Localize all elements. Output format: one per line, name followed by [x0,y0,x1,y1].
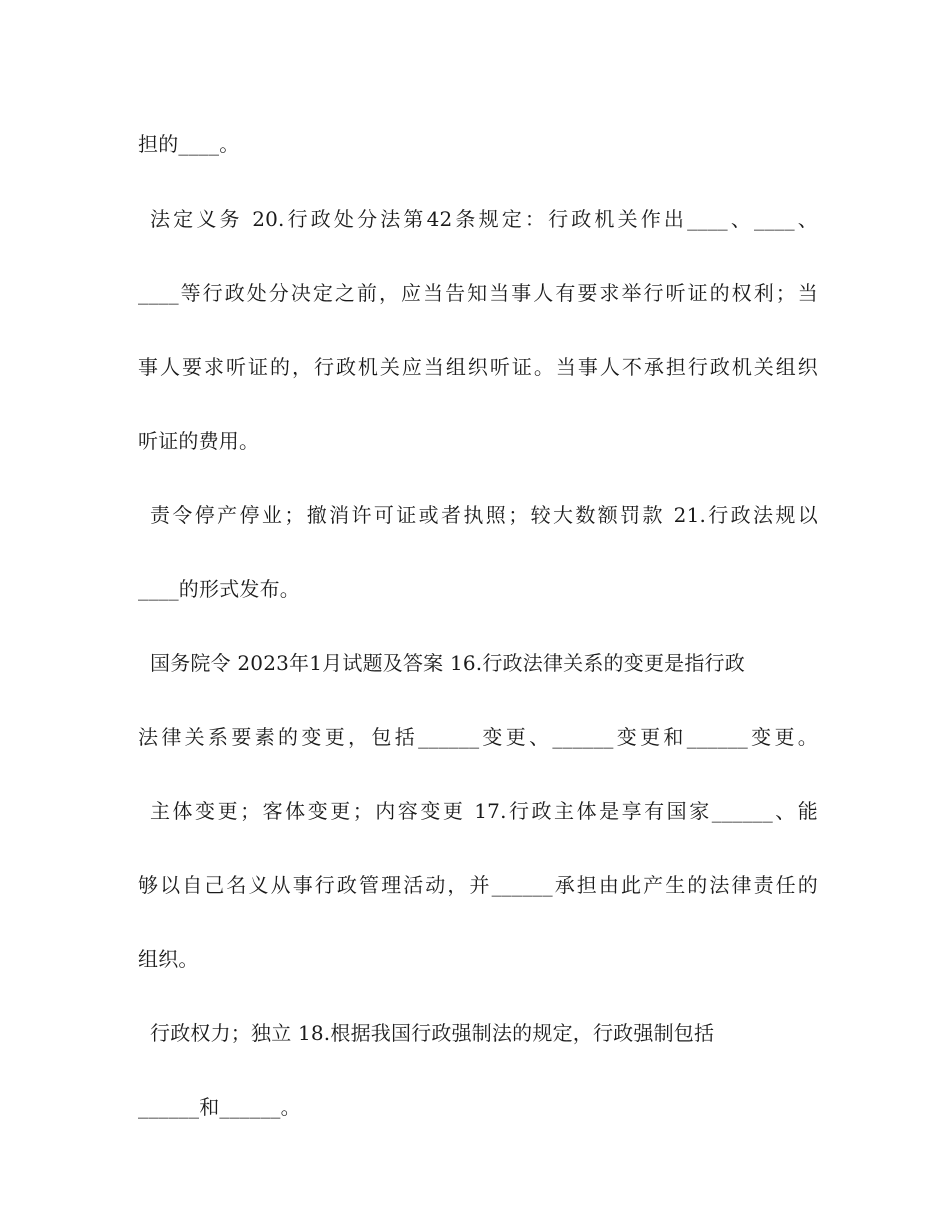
text-line: 事人要求听证的，行政机关应当组织听证。当事人不承担行政机关组织 [138,355,818,379]
text-line: 主体变更；客体变更；内容变更 17.行政主体是享有国家______、能 [150,799,818,823]
text-line: ____的形式发布。 [138,577,300,601]
text-line: 组织。 [138,947,199,971]
text-line: 听证的费用。 [138,429,260,453]
text-line: 担的____。 [138,132,240,156]
text-line: 国务院令 2023年1月试题及答案 16.行政法律关系的变更是指行政 [150,651,745,675]
text-line: 够以自己名义从事行政管理活动，并______承担由此产生的法律责任的 [138,873,818,897]
text-line: 法定义务 20.行政处分法第42条规定：行政机关作出____、____、 [150,207,818,231]
text-line: 法律关系要素的变更，包括______变更、______变更和______变更。 [138,725,818,749]
text-line: ______和______。 [138,1095,301,1119]
text-line: 行政权力；独立 18.根据我国行政强制法的规定，行政强制包括 [150,1021,715,1045]
text-line: 责令停产停业；撤消许可证或者执照；较大数额罚款 21.行政法规以 [150,503,818,527]
text-line: ____等行政处分决定之前，应当告知当事人有要求举行听证的权利；当 [138,281,818,305]
